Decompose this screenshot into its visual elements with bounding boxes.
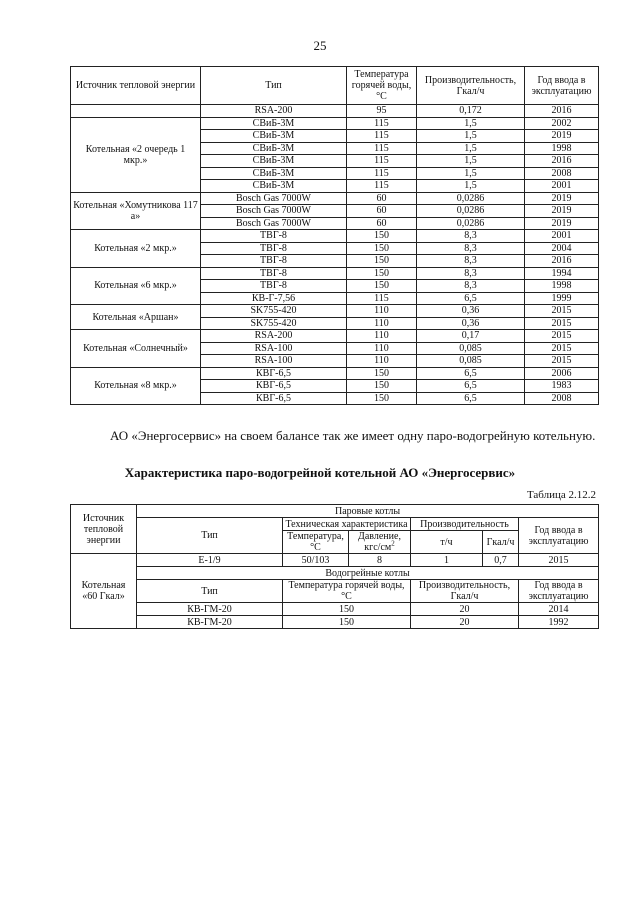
cell-year: 2015: [525, 305, 599, 318]
cell-performance: 0,17: [417, 330, 525, 343]
t2-hot-year-header: Год ввода в эксплуатацию: [519, 580, 599, 603]
t2-hot-row: [71, 616, 599, 629]
cell-temperature: 115: [347, 167, 417, 180]
cell-temperature: 95: [347, 105, 417, 118]
cell-performance: 0,0286: [417, 217, 525, 230]
cell-type: Bosch Gas 7000W: [201, 192, 347, 205]
cell-year: 2016: [525, 255, 599, 268]
t2-hot-perf: 20: [411, 616, 519, 629]
table-row: [71, 267, 599, 280]
cell-year: 1999: [525, 292, 599, 305]
cell-year: 2015: [525, 330, 599, 343]
source-cell: Котельная «Аршан»: [71, 305, 201, 330]
cell-temperature: 150: [347, 267, 417, 280]
cell-type: RSA-200: [201, 105, 347, 118]
cell-type: RSA-100: [201, 342, 347, 355]
table-caption: Таблица 2.12.2: [526, 489, 596, 501]
cell-temperature: 150: [347, 380, 417, 393]
cell-type: Bosch Gas 7000W: [201, 205, 347, 218]
t2-header-gcal: Гкал/ч: [483, 531, 519, 554]
t2-hot-year: 1992: [519, 616, 599, 629]
cell-performance: 6,5: [417, 392, 525, 405]
cell-type: СВиБ-3М: [201, 130, 347, 143]
cell-performance: 1,5: [417, 130, 525, 143]
cell-temperature: 60: [347, 205, 417, 218]
cell-year: 1994: [525, 267, 599, 280]
t2-header-type: Тип: [137, 518, 283, 554]
table-header-row: [71, 67, 599, 105]
source-cell: Котельная «Солнечный»: [71, 330, 201, 368]
cell-type: SK755-420: [201, 305, 347, 318]
t2-header-pressure: [349, 531, 411, 554]
cell-type: СВиБ-3М: [201, 142, 347, 155]
cell-performance: 8,3: [417, 242, 525, 255]
table-row: [71, 230, 599, 243]
table-row: [71, 117, 599, 130]
t2-hot-type: КВ-ГМ-20: [137, 616, 283, 629]
t2-header-th: т/ч: [411, 531, 483, 554]
t2-source-cell: Котельная «60 Гкал»: [71, 554, 137, 629]
t2-hot-temp: 150: [283, 603, 411, 616]
cell-temperature: 150: [347, 255, 417, 268]
cell-performance: 1,5: [417, 142, 525, 155]
cell-performance: 0,172: [417, 105, 525, 118]
cell-performance: 0,36: [417, 305, 525, 318]
cell-year: 2016: [525, 105, 599, 118]
cell-temperature: 110: [347, 317, 417, 330]
cell-year: 2001: [525, 180, 599, 193]
cell-temperature: 60: [347, 192, 417, 205]
cell-year: 1983: [525, 380, 599, 393]
source-cell: Котельная «2 мкр.»: [71, 230, 201, 268]
steam-hotwater-table: [70, 504, 599, 629]
cell-performance: 6,5: [417, 380, 525, 393]
cell-performance: 1,5: [417, 117, 525, 130]
t2-pressure-text: Давление, кгс/см: [358, 531, 401, 553]
cell-type: ТВГ-8: [201, 267, 347, 280]
cell-temperature: 110: [347, 355, 417, 368]
cell-year: 2015: [525, 342, 599, 355]
cell-year: 2019: [525, 192, 599, 205]
page-number: 25: [313, 38, 327, 53]
cell-year: 1998: [525, 142, 599, 155]
cell-temperature: 150: [347, 280, 417, 293]
cell-temperature: 115: [347, 155, 417, 168]
source-cell: Котельная «Хомутникова 117 а»: [71, 192, 201, 230]
cell-temperature: 115: [347, 180, 417, 193]
cell-performance: 0,0286: [417, 205, 525, 218]
cell-year: 2004: [525, 242, 599, 255]
header-temperature: Температура горячей воды, °C: [347, 67, 417, 105]
cell-type: СВиБ-3М: [201, 117, 347, 130]
t2-hot-section: Водогрейные котлы: [137, 567, 599, 580]
cell-year: 2016: [525, 155, 599, 168]
section-title: Характеристика паро-водогрейной котельной АО «Энергосервис»: [124, 465, 516, 480]
cell-temperature: 115: [347, 117, 417, 130]
t2-steam-section: Паровые котлы: [137, 505, 599, 518]
cell-year: 2015: [525, 355, 599, 368]
cell-year: 2002: [525, 117, 599, 130]
cell-performance: 6,5: [417, 367, 525, 380]
cell-type: ТВГ-8: [201, 230, 347, 243]
t2-hot-perf: 20: [411, 603, 519, 616]
cell-type: ТВГ-8: [201, 280, 347, 293]
cell-temperature: 60: [347, 217, 417, 230]
t2-hot-temp-header: Температура горячей воды, °C: [283, 580, 411, 603]
t2-steam-gcal: 0,7: [483, 554, 519, 567]
source-cell: Котельная «2 очередь 1 мкр.»: [71, 117, 201, 192]
cell-type: RSA-100: [201, 355, 347, 368]
t2-header-year: Год ввода в эксплуатацию: [519, 518, 599, 554]
cell-performance: 0,36: [417, 317, 525, 330]
header-performance: Производительность, Гкал/ч: [417, 67, 525, 105]
cell-temperature: 150: [347, 230, 417, 243]
table-row: [71, 105, 599, 118]
table-row: [71, 367, 599, 380]
t2-hot-type: КВ-ГМ-20: [137, 603, 283, 616]
t2-steam-year: 2015: [519, 554, 599, 567]
cell-type: КВ-Г-7,56: [201, 292, 347, 305]
cell-performance: 1,5: [417, 167, 525, 180]
cell-performance: 6,5: [417, 292, 525, 305]
cell-type: RSA-200: [201, 330, 347, 343]
table-row: [71, 330, 599, 343]
t2-steam-pressure: 8: [349, 554, 411, 567]
source-cell: Котельная «6 мкр.»: [71, 267, 201, 305]
header-year: Год ввода в эксплуатацию: [525, 67, 599, 105]
cell-year: 2008: [525, 167, 599, 180]
t2-hot-row: [71, 603, 599, 616]
header-type: Тип: [201, 67, 347, 105]
balance-paragraph: АО «Энергосервис» на своем балансе так же имеет одну паро-водогрейную котельную.: [110, 428, 596, 443]
cell-temperature: 115: [347, 292, 417, 305]
cell-temperature: 150: [347, 242, 417, 255]
t2-steam-temp: 50/103: [283, 554, 349, 567]
table-row: [71, 192, 599, 205]
t2-header-source: Источник тепловой энергии: [71, 505, 137, 554]
cell-type: SK755-420: [201, 317, 347, 330]
cell-type: СВиБ-3М: [201, 167, 347, 180]
boiler-table-body: [71, 105, 599, 405]
cell-performance: 8,3: [417, 267, 525, 280]
cell-year: 2019: [525, 205, 599, 218]
t2-hot-year: 2014: [519, 603, 599, 616]
t2-header-temperature: Температура, °C: [283, 531, 349, 554]
cell-type: КВГ-6,5: [201, 392, 347, 405]
cell-performance: 8,3: [417, 230, 525, 243]
cell-year: 2006: [525, 367, 599, 380]
cell-performance: 8,3: [417, 255, 525, 268]
cell-temperature: 110: [347, 342, 417, 355]
t2-header-performance: Производительность: [411, 518, 519, 531]
t2-hot-perf-header: Производительность, Гкал/ч: [411, 580, 519, 603]
t2-pressure-sup: 2: [391, 539, 395, 548]
cell-type: КВГ-6,5: [201, 367, 347, 380]
cell-temperature: 150: [347, 392, 417, 405]
cell-performance: 1,5: [417, 180, 525, 193]
t2-steam-type: Е-1/9: [137, 554, 283, 567]
cell-year: 2019: [525, 217, 599, 230]
t2-header-tech: Техническая характеристика: [283, 518, 411, 531]
cell-type: КВГ-6,5: [201, 380, 347, 393]
cell-year: 2008: [525, 392, 599, 405]
cell-type: ТВГ-8: [201, 242, 347, 255]
cell-type: СВиБ-3М: [201, 180, 347, 193]
cell-type: Bosch Gas 7000W: [201, 217, 347, 230]
cell-temperature: 110: [347, 330, 417, 343]
cell-type: СВиБ-3М: [201, 155, 347, 168]
cell-performance: 1,5: [417, 155, 525, 168]
cell-temperature: 115: [347, 130, 417, 143]
cell-performance: 0,0286: [417, 192, 525, 205]
cell-temperature: 110: [347, 305, 417, 318]
source-cell: [71, 105, 201, 118]
cell-year: 2019: [525, 130, 599, 143]
cell-type: ТВГ-8: [201, 255, 347, 268]
cell-temperature: 150: [347, 367, 417, 380]
cell-year: 1998: [525, 280, 599, 293]
cell-performance: 0,085: [417, 355, 525, 368]
source-cell: Котельная «8 мкр.»: [71, 367, 201, 405]
t2-hot-type-header: Тип: [137, 580, 283, 603]
cell-year: 2001: [525, 230, 599, 243]
t2-steam-th: 1: [411, 554, 483, 567]
cell-year: 2015: [525, 317, 599, 330]
cell-performance: 0,085: [417, 342, 525, 355]
boiler-table: [70, 66, 599, 405]
t2-hot-temp: 150: [283, 616, 411, 629]
table-row: [71, 305, 599, 318]
t2-steam-row: [71, 554, 599, 567]
cell-performance: 8,3: [417, 280, 525, 293]
cell-temperature: 115: [347, 142, 417, 155]
header-source: Источник тепловой энергии: [71, 67, 201, 105]
